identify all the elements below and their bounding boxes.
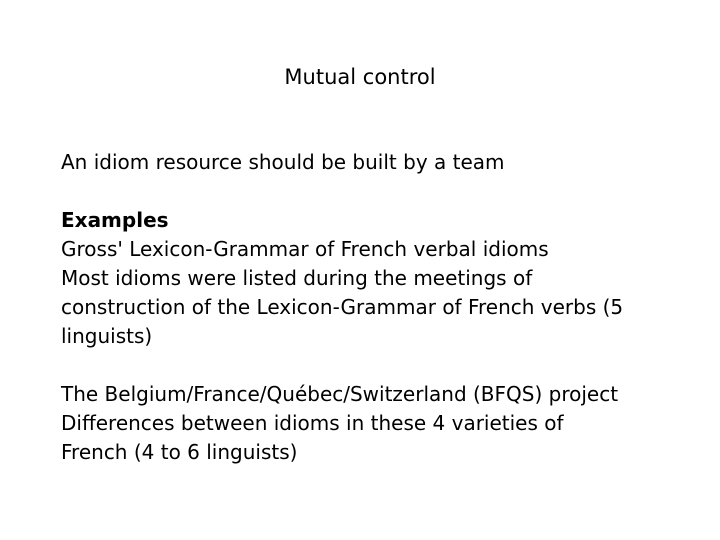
example2-title: The Belgium/France/Québec/Switzerland (BFQS) project [61,382,619,406]
examples-heading: Examples [61,208,169,232]
example2-desc-line2: French (4 to 6 linguists) [61,440,298,464]
example1-desc-line2: construction of the Lexicon-Grammar of French verbs (5 [61,295,624,319]
example1-title: Gross' Lexicon-Grammar of French verbal idioms [61,237,549,261]
slide-body [61,148,671,467]
slide-title: Mutual control [284,65,436,89]
spacer [61,177,671,206]
example1-desc-line3: linguists) [61,324,153,348]
example2-desc-line1: Differences between idioms in these 4 varieties of [61,411,564,435]
spacer [61,351,671,380]
example1-desc-line1: Most idioms were listed during the meetings of [61,266,533,290]
intro-text: An idiom resource should be built by a team [61,150,505,174]
